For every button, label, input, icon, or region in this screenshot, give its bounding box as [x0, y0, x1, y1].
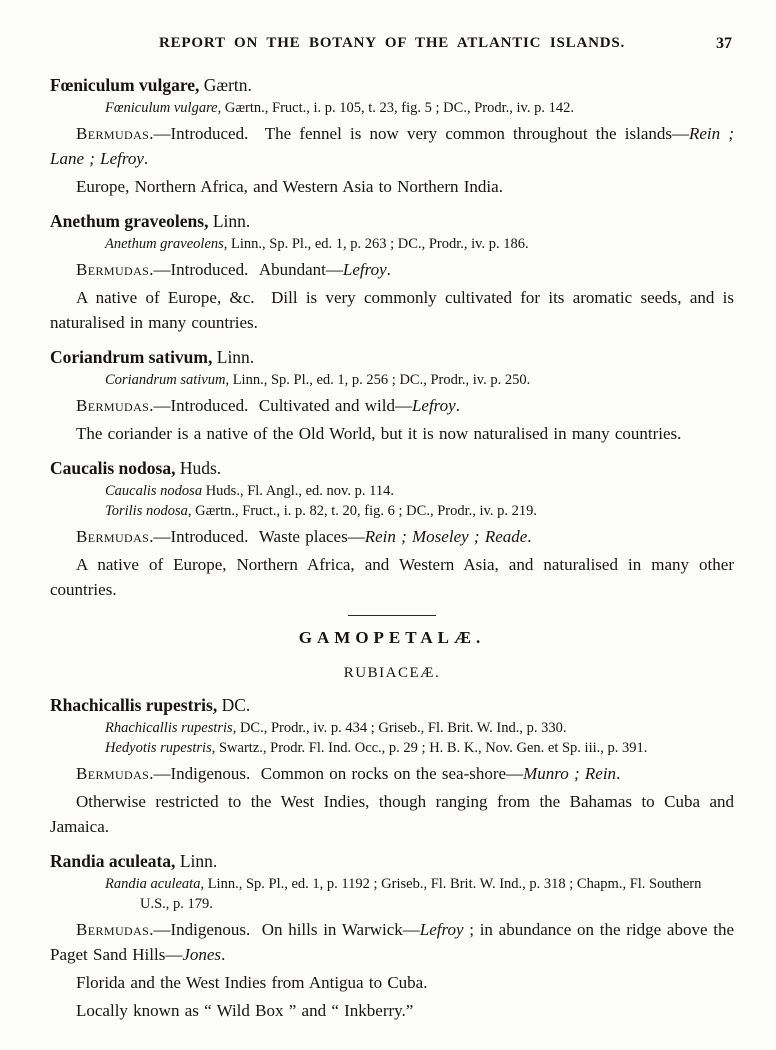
text-run: ; in abundance on the ridge above the Paget Sand Hills—: [50, 920, 734, 964]
text-run: .—Introduced. The fennel is now very common throughout the islands—: [149, 124, 689, 143]
body-paragraph: [50, 421, 734, 446]
text-run: .: [527, 527, 532, 546]
text-run: Torilis nodosa: [105, 503, 188, 519]
body-paragraph: [50, 285, 734, 335]
page-body: [50, 73, 734, 1023]
text-run: , Gærtn., Fruct., i. p. 105, t. 23, fig. 5 ; DC., Prodr., iv. p. 142.: [217, 100, 574, 116]
citation-line: [105, 234, 734, 254]
page-number: 37: [716, 35, 732, 52]
body-paragraph: [50, 393, 734, 418]
text-run: Randia aculeata,: [50, 851, 176, 871]
body-paragraph: [50, 998, 734, 1023]
text-run: Locally known as “ Wild Box ” and “ Inkberry.”: [76, 1001, 414, 1020]
text-run: Rein ; Moseley ; Reade: [364, 527, 528, 546]
text-run: .: [143, 149, 149, 168]
species-heading: [50, 345, 734, 370]
body-paragraph: [50, 524, 734, 549]
text-run: Rein ; Lane ; Lefroy: [50, 124, 734, 168]
text-run: .—Introduced. Waste places—: [149, 527, 365, 546]
species-entry: [50, 345, 734, 446]
text-run: Linn.: [208, 211, 251, 231]
text-run: Jones: [182, 945, 222, 964]
text-run: Bermudas: [76, 396, 150, 415]
text-run: Bermudas: [76, 527, 150, 546]
species-entry: [50, 693, 734, 839]
citation-line: [105, 370, 734, 390]
citation-line: [105, 738, 734, 758]
text-run: Fœniculum vulgare,: [50, 75, 200, 95]
text-run: Lefroy: [419, 920, 464, 939]
text-run: , Swartz., Prodr. Fl. Ind. Occ., p. 29 ; H. B. K., Nov. Gen. et Sp. iii., p. 391.: [211, 740, 648, 756]
page-header: [50, 34, 734, 53]
text-run: A native of Europe, Northern Africa, and Western Asia, and naturalised in many other countries.: [50, 555, 734, 599]
text-run: , Linn., Sp. Pl., ed. 1, p. 1192 ; Griseb., Fl. Brit. W. Ind., p. 318 ; Chapm., Fl. Southern U.S., p. 179.: [140, 876, 702, 912]
text-run: Huds., Fl. Angl., ed. nov. p. 114.: [202, 483, 394, 499]
body-paragraph: [50, 917, 734, 967]
running-title: REPORT ON THE BOTANY OF THE ATLANTIC ISLANDS.: [158, 35, 626, 51]
text-run: .—Introduced. Abundant—: [149, 260, 343, 279]
text-run: Bermudas: [76, 764, 150, 783]
citation-line: [105, 501, 734, 521]
text-run: .—Indigenous. On hills in Warwick—: [149, 920, 420, 939]
body-paragraph: [50, 552, 734, 602]
text-run: Caucalis nodosa: [105, 483, 203, 499]
section-divider: [348, 615, 436, 616]
text-run: A native of Europe, &c. Dill is very commonly cultivated for its aromatic seeds, and is naturalised in many countries.: [50, 288, 734, 332]
text-run: .—Introduced. Cultivated and wild—: [149, 396, 412, 415]
text-run: , Gærtn., Fruct., i. p. 82, t. 20, fig. 6 ; DC., Prodr., iv. p. 219.: [187, 503, 537, 519]
text-run: Coriandrum sativum: [105, 372, 226, 388]
text-run: Linn.: [175, 851, 218, 871]
body-paragraph: [50, 970, 734, 995]
species-entry: [50, 209, 734, 335]
citation-line: [105, 481, 734, 501]
text-run: Bermudas: [76, 920, 150, 939]
text-run: Florida and the West Indies from Antigua to Cuba.: [76, 973, 428, 992]
species-heading: [50, 73, 734, 98]
body-paragraph: [50, 257, 734, 282]
text-run: Europe, Northern Africa, and Western Asia to Northern India.: [76, 177, 503, 196]
species-entry: [50, 849, 734, 1023]
text-run: Fœniculum vulgare: [105, 100, 218, 116]
text-run: Rhachicallis rupestris,: [50, 695, 218, 715]
text-run: DC.: [217, 695, 251, 715]
text-run: .: [455, 396, 460, 415]
species-heading: [50, 693, 734, 718]
citation-line: [105, 718, 734, 738]
text-run: Caucalis nodosa,: [50, 458, 176, 478]
text-run: Hedyotis rupestris: [105, 740, 212, 756]
text-run: , DC., Prodr., iv. p. 434 ; Griseb., Fl. Brit. W. Ind., p. 330.: [232, 720, 567, 736]
text-run: Anethum graveolens: [105, 236, 224, 252]
text-run: .: [221, 945, 226, 964]
body-paragraph: [50, 789, 734, 839]
body-paragraph: [50, 761, 734, 786]
text-run: Otherwise restricted to the West Indies, though ranging from the Bahamas to Cuba and Jamaica.: [50, 792, 734, 836]
text-run: .: [386, 260, 391, 279]
text-run: Gærtn.: [199, 75, 252, 95]
body-paragraph: [50, 121, 734, 171]
citation-line: [105, 98, 734, 118]
species-entry: [50, 73, 734, 199]
text-run: Rhachicallis rupestris: [105, 720, 233, 736]
text-run: .—Indigenous. Common on rocks on the sea-shore—: [149, 764, 524, 783]
text-run: Coriandrum sativum,: [50, 347, 213, 367]
text-run: , Linn., Sp. Pl., ed. 1, p. 256 ; DC., Prodr., iv. p. 250.: [225, 372, 531, 388]
text-run: Anethum graveolens,: [50, 211, 209, 231]
text-run: .: [616, 764, 621, 783]
family-heading: RUBIACEÆ.: [343, 665, 441, 681]
text-run: Linn.: [212, 347, 255, 367]
body-paragraph: [50, 174, 734, 199]
text-run: The coriander is a native of the Old World, but it is now naturalised in many countries.: [76, 424, 682, 443]
text-run: Bermudas: [76, 124, 150, 143]
text-run: Munro ; Rein: [523, 764, 617, 783]
species-entry: [50, 456, 734, 602]
species-heading: [50, 209, 734, 234]
text-run: Bermudas: [76, 260, 150, 279]
citation-line: [105, 874, 734, 914]
species-heading: [50, 456, 734, 481]
section-heading: GAMOPETALÆ.: [298, 628, 486, 647]
text-run: Huds.: [175, 458, 222, 478]
text-run: Lefroy: [342, 260, 387, 279]
text-run: , Linn., Sp. Pl., ed. 1, p. 263 ; DC., Prodr., iv. p. 186.: [223, 236, 529, 252]
text-run: Randia aculeata: [105, 876, 201, 892]
text-run: Lefroy: [411, 396, 456, 415]
species-heading: [50, 849, 734, 874]
